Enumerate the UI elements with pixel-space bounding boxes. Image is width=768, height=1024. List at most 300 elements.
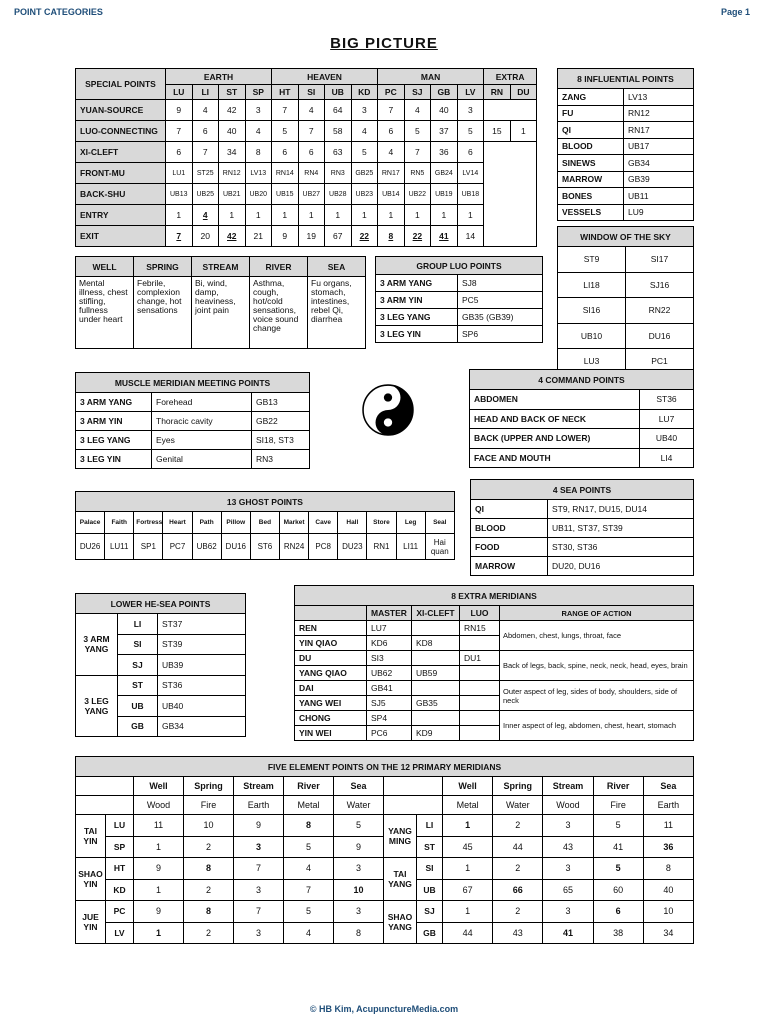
point-cell: 14 (457, 226, 484, 247)
point-cell: 6 (192, 121, 219, 142)
point-cell: LU9 (624, 204, 694, 221)
point-cell: 4 (378, 142, 405, 163)
point-cell: 21 (245, 226, 272, 247)
muscle-title: MUSCLE MERIDIAN MEETING POINTS (76, 373, 310, 393)
ghost-point: ST6 (250, 534, 279, 560)
point-cell: 7 (234, 858, 284, 880)
table-row (558, 155, 694, 172)
row-label: BACK-SHU (76, 184, 166, 205)
point-cell: 7 (192, 142, 219, 163)
row-label: VESSELS (558, 204, 624, 221)
transport-header: WELL (76, 257, 134, 277)
group-header: EXTRA (484, 69, 537, 85)
row-label: 3 LEG YIN (376, 326, 458, 343)
point-cell: 6 (166, 142, 193, 163)
element-label: Water (493, 796, 543, 815)
meridian-label: LV (106, 922, 134, 944)
point-cell: 7 (166, 226, 193, 247)
point-cell: 4 (245, 121, 272, 142)
transport-header: RIVER (250, 257, 308, 277)
lower-he-sea-table (75, 593, 246, 737)
table-row (76, 777, 694, 796)
row-label: EXIT (76, 226, 166, 247)
row-label: MARROW (558, 171, 624, 188)
ghost-name: Cave (309, 512, 338, 534)
row-label: 3 ARM YIN (376, 292, 458, 309)
point-cell: KD8 (412, 636, 460, 651)
element-label: Metal (443, 796, 493, 815)
point-cell: GB22 (252, 412, 310, 431)
ghost-point: DU23 (338, 534, 367, 560)
empty-cell (484, 100, 537, 121)
table-row (76, 431, 310, 450)
extra8-title: 8 EXTRA MERIDIANS (295, 586, 694, 606)
point-cell: 1 (351, 205, 378, 226)
point-cell: 41 (431, 226, 458, 247)
point-cell: 1 (457, 205, 484, 226)
extra-header: MASTER (367, 606, 412, 621)
point-cell: 8 (334, 922, 384, 944)
meridian-label: LI (417, 815, 443, 837)
point-cell: RN12 (219, 163, 246, 184)
influential-title: 8 INFLUENTIAL POINTS (558, 69, 694, 89)
point-cell: 67 (325, 226, 352, 247)
point-cell: 10 (643, 901, 693, 923)
row-label: BACK (UPPER AND LOWER) (470, 429, 640, 449)
meridian-header: HT (272, 85, 299, 100)
point-cell: ST9, RN17, DU15, DU14 (548, 500, 694, 519)
point-cell: PC1 (626, 349, 694, 375)
point-cell: 1 (245, 205, 272, 226)
phase-header: River (284, 777, 334, 796)
table-row (558, 204, 694, 221)
ghost-name: Pillow (221, 512, 250, 534)
sea-points-table (470, 479, 694, 576)
table-row (376, 292, 543, 309)
transport-indication: Mental illness, chest stifling, fullness under heart (76, 277, 134, 349)
table-row (76, 184, 537, 205)
point-cell: SP4 (367, 711, 412, 726)
point-cell (460, 726, 500, 741)
window-title: WINDOW OF THE SKY (558, 227, 694, 247)
point-cell: GB34 (158, 716, 246, 737)
point-cell: 8 (643, 858, 693, 880)
ghost-point: PC7 (163, 534, 192, 560)
meridian-label: LI (118, 614, 158, 635)
special-points-title: SPECIAL POINTS (76, 69, 166, 100)
point-cell: 6 (593, 901, 643, 923)
point-cell: 4 (284, 858, 334, 880)
point-cell: PC6 (367, 726, 412, 741)
point-cell: Thoracic cavity (152, 412, 252, 431)
point-cell: 20 (192, 226, 219, 247)
header-page: Page 1 (720, 7, 750, 17)
point-cell: PC5 (458, 292, 543, 309)
meridian-label: SJ (118, 655, 158, 676)
point-cell: RN17 (624, 122, 694, 139)
range-of-action: Back of legs, back, spine, neck, neck, head, eyes, brain (500, 651, 694, 681)
point-cell: 43 (493, 922, 543, 944)
table-row (295, 621, 694, 636)
point-cell: 36 (643, 836, 693, 858)
table-row (470, 409, 694, 429)
meridian-label: YANG QIAO (295, 666, 367, 681)
point-cell: SJ5 (367, 696, 412, 711)
table-row (76, 901, 694, 923)
element-label: Earth (234, 796, 284, 815)
point-cell: 1 (166, 205, 193, 226)
point-cell: RN17 (378, 163, 405, 184)
point-cell: GB24 (431, 163, 458, 184)
element-label: Fire (184, 796, 234, 815)
meridian-label: DAI (295, 681, 367, 696)
group-luo-table (375, 256, 543, 343)
row-label: FRONT-MU (76, 163, 166, 184)
point-cell: 5 (334, 815, 384, 837)
point-cell: 5 (404, 121, 431, 142)
muscle-meridian-table (75, 372, 310, 469)
point-cell: UB25 (192, 184, 219, 205)
point-cell: 8 (245, 142, 272, 163)
meridian-header: SP (245, 85, 272, 100)
table-row (558, 171, 694, 188)
point-cell: 4 (298, 100, 325, 121)
point-cell: 4 (192, 205, 219, 226)
point-cell: ST30, ST36 (548, 538, 694, 557)
table-row (76, 412, 310, 431)
group-luo-title: GROUP LUO POINTS (376, 257, 543, 275)
table-row (558, 105, 694, 122)
point-cell: UB13 (166, 184, 193, 205)
point-cell: LV14 (457, 163, 484, 184)
row-label: 3 ARM YANG (376, 275, 458, 292)
row-label: ABDOMEN (470, 390, 640, 410)
ghost-name: Seal (425, 512, 454, 534)
point-cell: 22 (351, 226, 378, 247)
point-cell: 45 (443, 836, 493, 858)
meridian-header: LI (192, 85, 219, 100)
point-cell (412, 651, 460, 666)
point-cell: 7 (298, 121, 325, 142)
row-label: 3 LEG YANG (376, 309, 458, 326)
point-cell: RN3 (252, 450, 310, 469)
meridian-label: SI (417, 858, 443, 880)
meridian-label: ST (118, 675, 158, 696)
point-cell: 3 (234, 922, 284, 944)
phase-header: Sea (643, 777, 693, 796)
point-cell: UB11 (624, 188, 694, 205)
yin-yang-icon (362, 384, 414, 436)
point-cell: GB35 (412, 696, 460, 711)
point-cell: 42 (219, 100, 246, 121)
element-label: Metal (284, 796, 334, 815)
point-cell: GB39 (624, 171, 694, 188)
point-cell: 36 (431, 142, 458, 163)
point-cell: 1 (134, 879, 184, 901)
row-label: BLOOD (471, 519, 548, 538)
point-cell: SP6 (458, 326, 543, 343)
row-label: 3 ARM YANG (76, 393, 152, 412)
point-cell: RN12 (624, 105, 694, 122)
point-cell: LU7 (367, 621, 412, 636)
point-cell: UB40 (640, 429, 694, 449)
extra-header: XI-CLEFT (412, 606, 460, 621)
point-cell: UB22 (404, 184, 431, 205)
point-cell: 41 (593, 836, 643, 858)
ghost-name: Palace (76, 512, 105, 534)
point-cell: LU1 (166, 163, 193, 184)
phase-header: Well (443, 777, 493, 796)
meridian-label: LU (106, 815, 134, 837)
table-row (558, 323, 694, 349)
point-cell: 5 (284, 836, 334, 858)
point-cell (460, 666, 500, 681)
meridian-label: KD (106, 879, 134, 901)
point-cell: 8 (184, 858, 234, 880)
point-cell: 1 (378, 205, 405, 226)
command-title: 4 COMMAND POINTS (470, 370, 694, 390)
point-cell: GB41 (367, 681, 412, 696)
point-cell: UB15 (272, 184, 299, 205)
point-cell: 9 (166, 100, 193, 121)
meridian-header: DU (510, 85, 537, 100)
table-row (76, 163, 537, 184)
meridian-label: YANG WEI (295, 696, 367, 711)
point-cell: 4 (284, 922, 334, 944)
meridian-label: HT (106, 858, 134, 880)
point-cell: 11 (134, 815, 184, 837)
point-cell: ST36 (158, 675, 246, 696)
point-cell: 34 (219, 142, 246, 163)
extra-cell: 1 (510, 121, 537, 142)
point-cell: 5 (272, 121, 299, 142)
table-row (558, 247, 694, 273)
point-cell: RN4 (298, 163, 325, 184)
point-cell: 3 (334, 901, 384, 923)
influential-points-table (557, 68, 694, 221)
point-cell: DU1 (460, 651, 500, 666)
row-label: ST9 (558, 247, 626, 273)
phase-header: Spring (184, 777, 234, 796)
ghost-point: RN24 (279, 534, 308, 560)
point-cell: 60 (593, 879, 643, 901)
point-cell: UB28 (325, 184, 352, 205)
point-cell: 42 (219, 226, 246, 247)
phase-header: Well (134, 777, 184, 796)
ghost-name: Market (279, 512, 308, 534)
row-label: 3 LEG YIN (76, 450, 152, 469)
meridian-header: SJ (404, 85, 431, 100)
point-cell: 43 (543, 836, 593, 858)
table-row (558, 298, 694, 324)
row-label: QI (558, 122, 624, 139)
ghost-point: Hai quan (425, 534, 454, 560)
point-cell: 40 (643, 879, 693, 901)
ghost-name: Hall (338, 512, 367, 534)
point-cell: GB35 (GB39) (458, 309, 543, 326)
table-row (558, 272, 694, 298)
group-label: 3 LEG YANG (76, 675, 118, 737)
point-cell: 34 (643, 922, 693, 944)
point-cell: 1 (325, 205, 352, 226)
command-points-table (469, 369, 694, 468)
meridian-label: SP (106, 836, 134, 858)
window-of-sky-table (557, 226, 694, 375)
special-points-table (75, 68, 537, 247)
point-cell: 37 (431, 121, 458, 142)
range-of-action: Abdomen, chest, lungs, throat, face (500, 621, 694, 651)
transport-indication: Fu organs, stomach, intestines, rebel Qi, diarrhea (308, 277, 366, 349)
point-cell: 7 (378, 100, 405, 121)
point-cell: 1 (134, 836, 184, 858)
table-row (558, 122, 694, 139)
point-cell: 1 (219, 205, 246, 226)
ghost-point: RN1 (367, 534, 396, 560)
row-label: 3 LEG YANG (76, 431, 152, 450)
table-row (76, 142, 537, 163)
transport-header: SPRING (134, 257, 192, 277)
table-row (76, 815, 694, 837)
meridian-label: SJ (417, 901, 443, 923)
table-row (470, 448, 694, 468)
point-cell: 5 (593, 815, 643, 837)
point-cell: SJ8 (458, 275, 543, 292)
point-cell (412, 681, 460, 696)
sea4-title: 4 SEA POINTS (471, 480, 694, 500)
table-row (76, 796, 694, 815)
point-cell: 38 (593, 922, 643, 944)
phase-header: Spring (493, 777, 543, 796)
point-cell: 8 (378, 226, 405, 247)
point-cell: 1 (443, 815, 493, 837)
meridian-label: GB (417, 922, 443, 944)
point-cell: 3 (351, 100, 378, 121)
point-cell: 64 (325, 100, 352, 121)
meridian-header: UB (325, 85, 352, 100)
table-row (295, 606, 694, 621)
transport-indication: Febrile, complexion change, hot sensations (134, 277, 192, 349)
point-cell: DU16 (626, 323, 694, 349)
empty-cell (384, 796, 443, 815)
row-label: HEAD AND BACK OF NECK (470, 409, 640, 429)
row-label: FU (558, 105, 624, 122)
point-cell: RN5 (404, 163, 431, 184)
transport-indication: Asthma, cough, hot/cold sensations, voice sound change (250, 277, 308, 349)
table-row (76, 858, 694, 880)
element-label: Fire (593, 796, 643, 815)
point-cell: 9 (134, 858, 184, 880)
meridian-label: YIN WEI (295, 726, 367, 741)
point-cell: 22 (404, 226, 431, 247)
table-row (295, 681, 694, 696)
point-cell: DU20, DU16 (548, 557, 694, 576)
point-cell: 7 (404, 142, 431, 163)
point-cell: 3 (234, 879, 284, 901)
empty-cell (484, 142, 537, 247)
table-row (558, 138, 694, 155)
meridian-label: ST (417, 836, 443, 858)
point-cell: 2 (184, 836, 234, 858)
channel-group: TAI YIN (76, 815, 106, 858)
point-cell: 4 (192, 100, 219, 121)
meridian-header: SI (298, 85, 325, 100)
point-cell: 5 (457, 121, 484, 142)
point-cell: RN22 (626, 298, 694, 324)
point-cell (460, 636, 500, 651)
table-row (76, 100, 537, 121)
point-cell: 9 (134, 901, 184, 923)
ghost-points-table (75, 491, 455, 560)
point-cell: GB13 (252, 393, 310, 412)
meridian-label: REN (295, 621, 367, 636)
row-label: LUO-CONNECTING (76, 121, 166, 142)
point-cell: 6 (298, 142, 325, 163)
point-cell: 8 (284, 815, 334, 837)
point-cell: 5 (284, 901, 334, 923)
point-cell: UB27 (298, 184, 325, 205)
table-row (295, 711, 694, 726)
point-cell (460, 681, 500, 696)
point-cell: 3 (543, 858, 593, 880)
group-header: HEAVEN (272, 69, 378, 85)
empty-cell (76, 796, 134, 815)
row-label: MARROW (471, 557, 548, 576)
point-cell: 2 (184, 922, 234, 944)
empty-cell (384, 777, 443, 796)
point-cell: RN15 (460, 621, 500, 636)
ghost-point: LI11 (396, 534, 425, 560)
group-header: EARTH (166, 69, 272, 85)
extra-cell: 15 (484, 121, 511, 142)
phase-header: River (593, 777, 643, 796)
transport-header: SEA (308, 257, 366, 277)
ghost-point: LU11 (105, 534, 134, 560)
point-cell: ST37 (158, 614, 246, 635)
point-cell: UB62 (367, 666, 412, 681)
point-cell: 9 (334, 836, 384, 858)
point-cell: 65 (543, 879, 593, 901)
point-cell: 67 (443, 879, 493, 901)
meridian-header: GB (431, 85, 458, 100)
point-cell: 7 (284, 879, 334, 901)
point-cell: ST39 (158, 634, 246, 655)
point-cell (412, 621, 460, 636)
meridian-label: DU (295, 651, 367, 666)
lower-he-title: LOWER HE-SEA POINTS (76, 594, 246, 614)
point-cell: 9 (234, 815, 284, 837)
point-cell: LV13 (624, 89, 694, 106)
extra-header: RANGE OF ACTION (500, 606, 694, 621)
point-cell: UB59 (412, 666, 460, 681)
point-cell: UB39 (158, 655, 246, 676)
element-label: Water (334, 796, 384, 815)
point-cell: 1 (272, 205, 299, 226)
point-cell: 8 (184, 901, 234, 923)
page-title: BIG PICTURE (330, 35, 438, 52)
empty-header (295, 606, 367, 621)
point-cell: 3 (543, 815, 593, 837)
point-cell: SI3 (367, 651, 412, 666)
meridian-header: KD (351, 85, 378, 100)
point-cell: 11 (643, 815, 693, 837)
point-cell: 40 (219, 121, 246, 142)
point-cell: GB25 (351, 163, 378, 184)
point-cell: SI17 (626, 247, 694, 273)
row-label: BLOOD (558, 138, 624, 155)
point-cell: 66 (493, 879, 543, 901)
row-label: 3 ARM YIN (76, 412, 152, 431)
point-cell: 2 (493, 901, 543, 923)
